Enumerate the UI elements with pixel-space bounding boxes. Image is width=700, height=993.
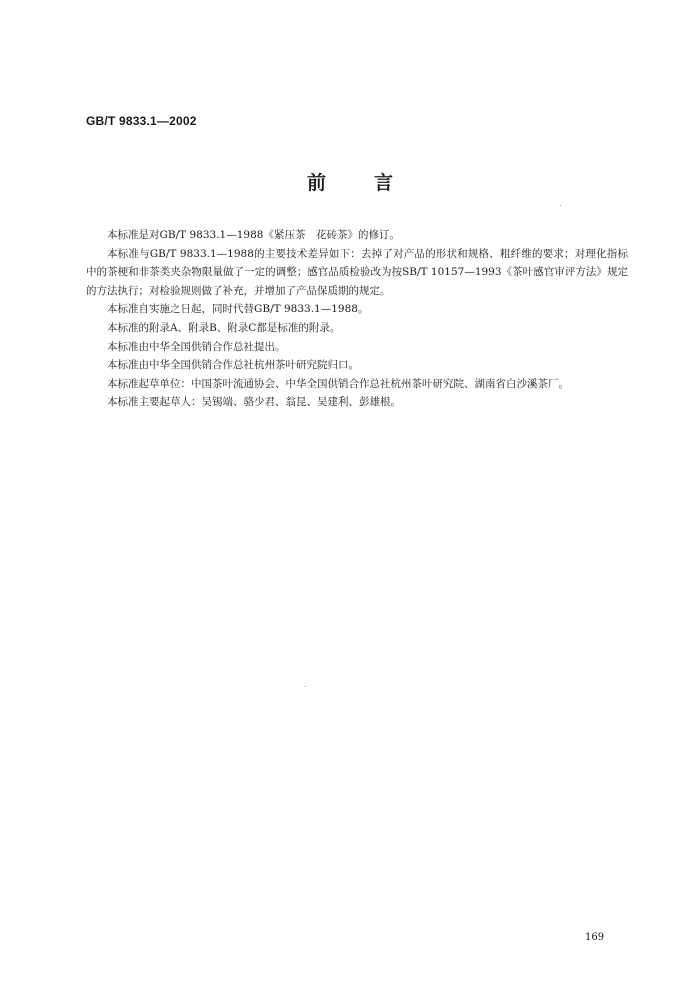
scan-speck [305,686,306,687]
page-number: 169 [585,932,605,943]
standard-code-header: GB/T 9833.1—2002 [86,114,197,128]
paragraph-centralized-unit: 本标准由中华全国供销合作总社杭州茶叶研究院归口。 [107,359,359,372]
paragraph-revision: 本标准是对GB/T 9833.1—1988《紧压茶 花砖茶》的修订。 [107,229,400,241]
paragraph-technical-differences: 本标准与GB/T 9833.1—1988的主要技术差异如下：去掉了对产品的形状和规格、粗纤维的要求；对理化指标中的茶梗和非茶类夹杂物限量做了一定的调整；感官品质检验改为按SB/T 10157—1993《茶叶感官审评方法》规定的方法执行；对检验规则做了补充，并增加了产品保质期的规定。 [86,247,628,297]
paragraph-appendices: 本标准的附录A、附录B、附录C都是标准的附录。 [107,321,341,334]
paragraph-drafting-units: 本标准起草单位：中国茶叶流通协会、中华全国供销合作总社杭州茶叶研究院、湖南省白沙溪茶厂。 [107,377,569,390]
paragraph-drafters: 本标准主要起草人：吴锡端、骆少君、翁昆、吴建利、彭雄根。 [107,396,401,409]
paragraph-proposer: 本标准由中华全国供销合作总社提出。 [107,340,286,353]
page-title: 前言 [306,172,441,194]
paragraph-replacement: 本标准自实施之日起，同时代替GB/T 9833.1—1988。 [107,303,369,316]
scan-speck [560,205,561,206]
foreword-body [86,226,628,412]
